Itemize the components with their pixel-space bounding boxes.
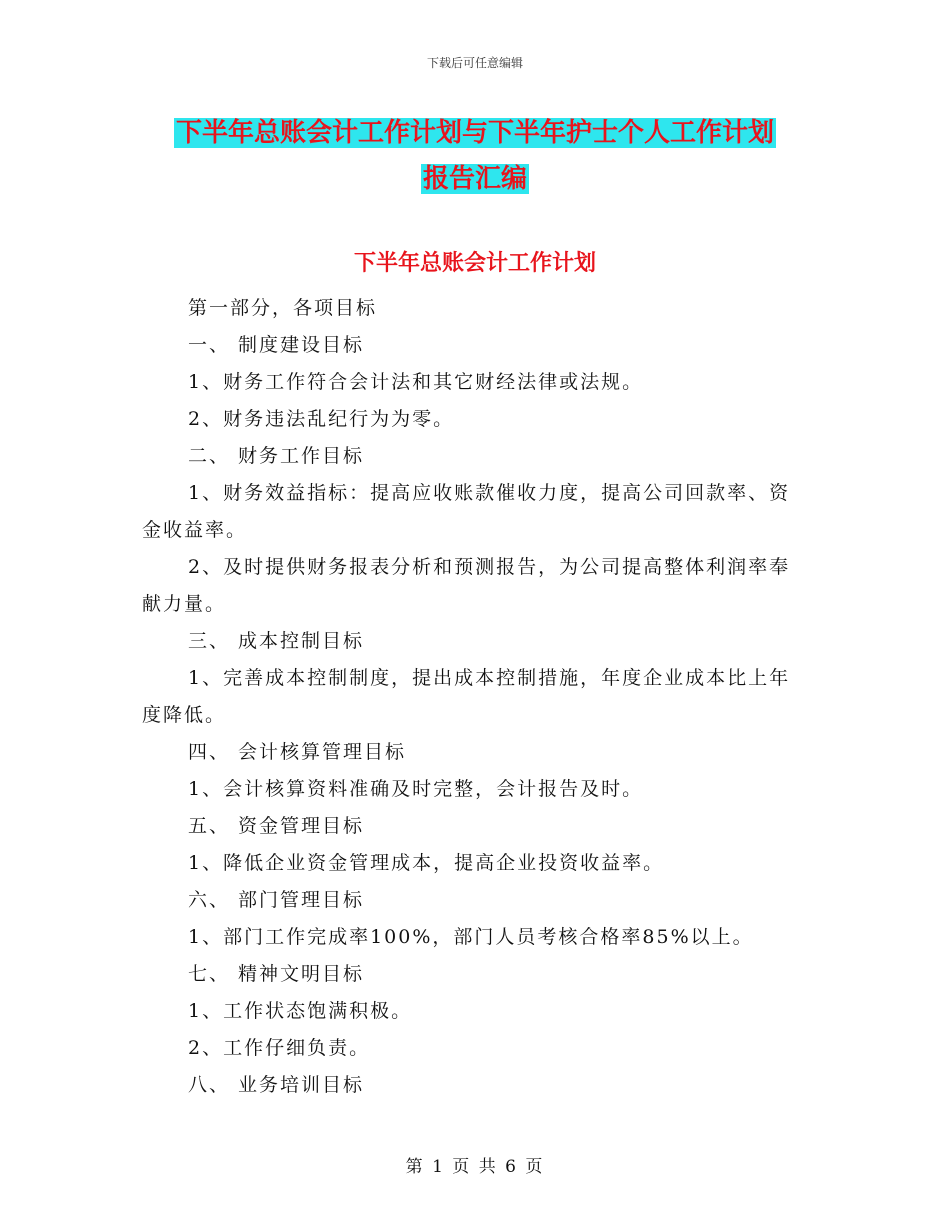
header-note: 下载后可任意编辑 (426, 56, 523, 70)
document-title-line2: 报告汇编 (422, 164, 527, 194)
paragraph: 三、 成本控制目标 (188, 630, 365, 652)
paragraph: 1、完善成本控制制度，提出成本控制措施，年度企业成本比上年度降低。 (142, 667, 791, 726)
section-title: 下半年总账会计工作计划 (353, 251, 596, 276)
paragraph: 1、部门工作完成率100%，部门人员考核合格率85%以上。 (188, 926, 754, 948)
paragraph: 六、 部门管理目标 (188, 889, 365, 911)
paragraph: 1、财务效益指标：提高应收账款催收力度，提高公司回款率、资金收益率。 (142, 482, 791, 541)
paragraph: 2、及时提供财务报表分析和预测报告，为公司提高整体利润率奉献力量。 (142, 556, 791, 615)
paragraph: 二、 财务工作目标 (188, 445, 365, 467)
paragraph: 1、工作状态饱满积极。 (188, 1000, 413, 1022)
paragraph: 四、 会计核算管理目标 (188, 741, 407, 763)
paragraph: 一、 制度建设目标 (188, 334, 365, 356)
document-title (140, 110, 810, 202)
page-footer: 第 1 页 共 6 页 (405, 1157, 545, 1177)
paragraph: 1、降低企业资金管理成本，提高企业投资收益率。 (188, 852, 665, 874)
document-body (142, 290, 810, 1104)
paragraph: 2、财务违法乱纪行为为零。 (188, 408, 455, 430)
paragraph: 八、 业务培训目标 (188, 1074, 365, 1096)
paragraph: 2、工作仔细负责。 (188, 1037, 371, 1059)
paragraph: 七、 精神文明目标 (188, 963, 365, 985)
paragraph: 第一部分，各项目标 (188, 297, 378, 319)
paragraph: 五、 资金管理目标 (188, 815, 365, 837)
document-title-line1: 下半年总账会计工作计划与下半年护士个人工作计划 (175, 118, 774, 148)
paragraph: 1、会计核算资料准确及时完整，会计报告及时。 (188, 778, 644, 800)
paragraph: 1、财务工作符合会计法和其它财经法律或法规。 (188, 371, 644, 393)
